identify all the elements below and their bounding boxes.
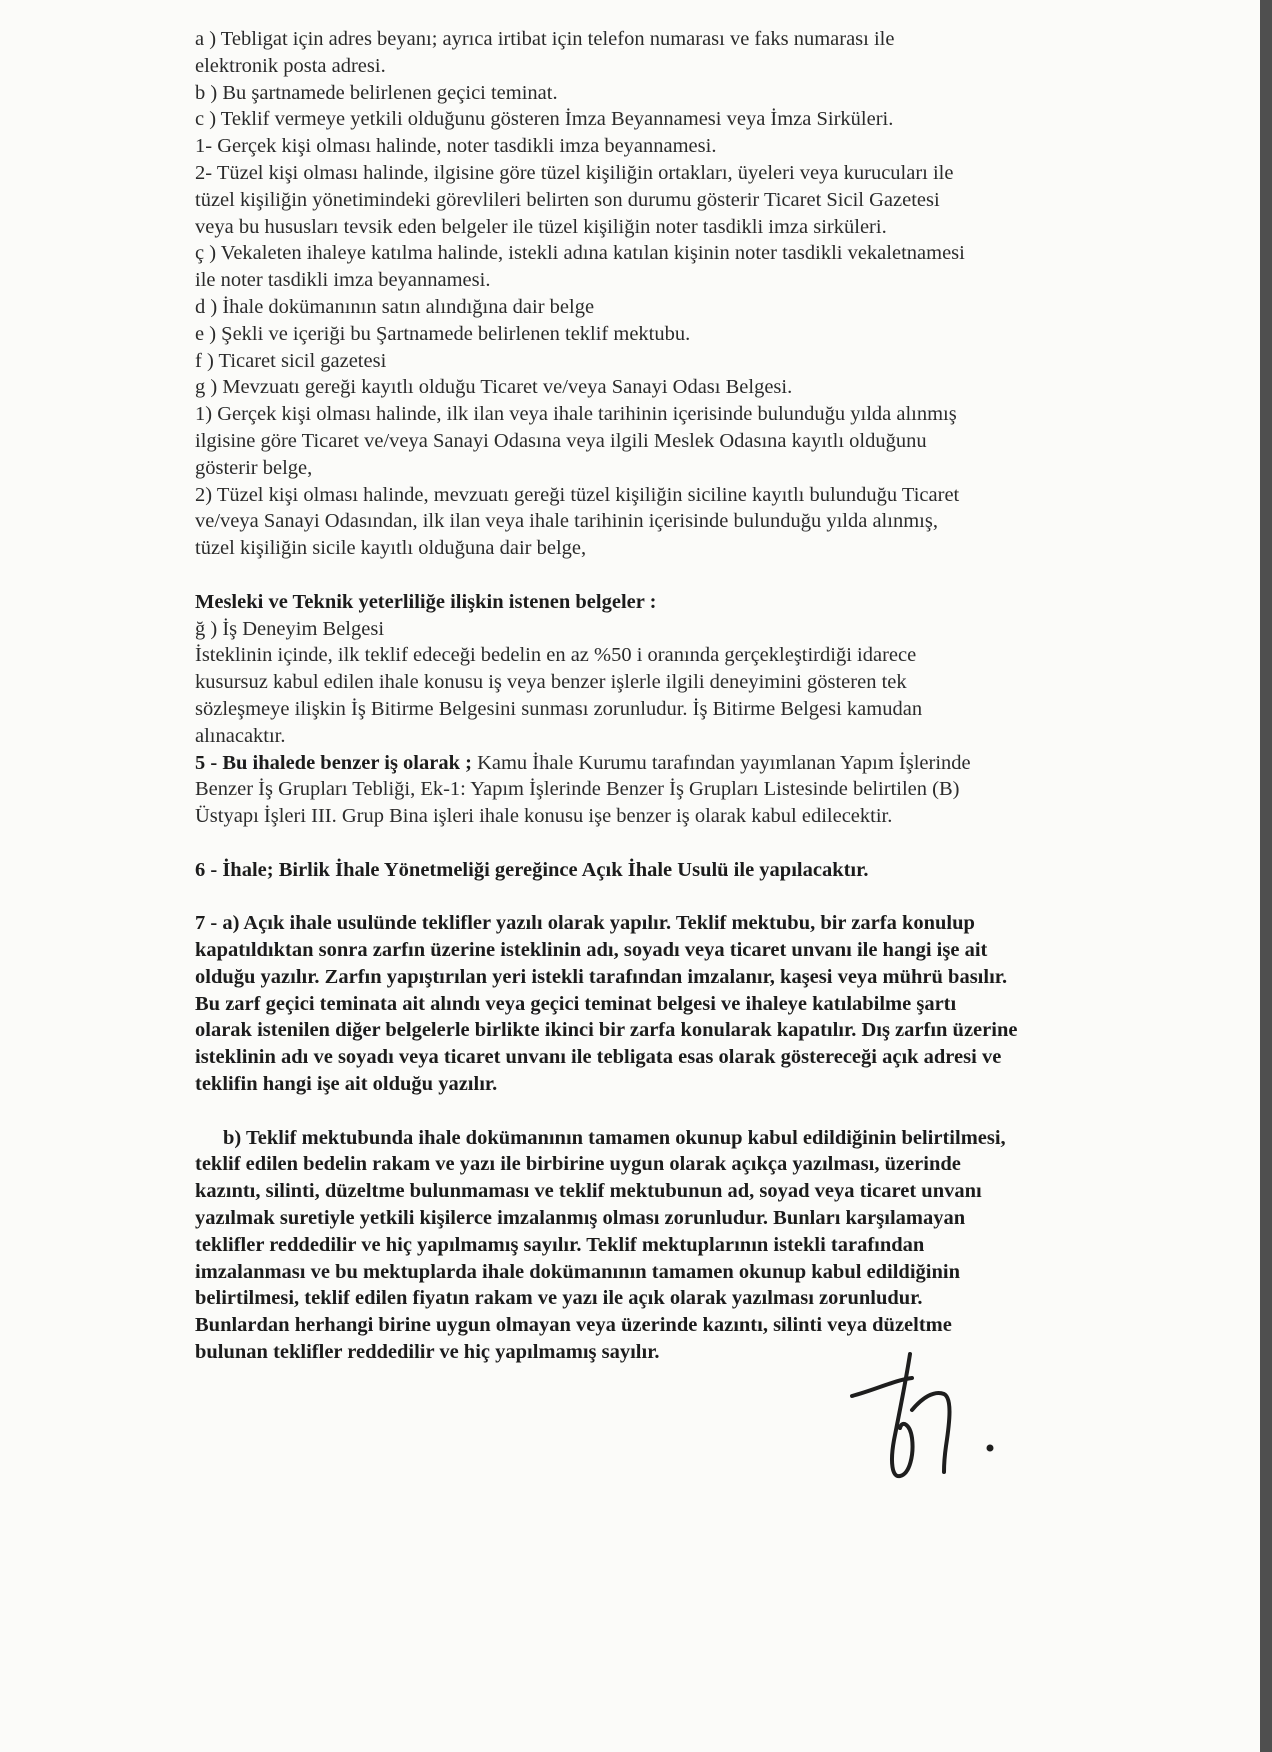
doc-line: ile noter tasdikli imza beyannamesi. <box>195 269 491 292</box>
paragraph-gap <box>195 884 1095 911</box>
doc-line: 1- Gerçek kişi olması halinde, noter tasdikli imza beyannamesi. <box>195 135 717 158</box>
item-5-first-line <box>195 750 1095 777</box>
doc-line: a ) Tebligat için adres beyanı; ayrıca irtibat için telefon numarası ve faks numarası ile <box>195 28 895 50</box>
doc-line: 1) Gerçek kişi olması halinde, ilk ilan veya ihale tarihinin içerisinde bulunduğu yılda alınmış <box>195 403 957 426</box>
doc-line: e ) Şekli ve içeriği bu Şartnamede belirlenen teklif mektubu. <box>195 322 691 345</box>
doc-line-bold: teklifler reddedilir ve hiç yapılmamış sayılır. Teklif mektuplarının istekli tarafından <box>195 1233 925 1256</box>
doc-line-bold: kazıntı, silinti, düzeltme bulunmaması ve teklif mektubunun ad, soyad veya ticaret unvanı <box>195 1180 982 1203</box>
doc-line: 2- Tüzel kişi olması halinde, ilgisine göre tüzel kişiliğin ortakları, üyeleri veya kurucuları ile <box>195 161 954 184</box>
doc-line: b ) Bu şartnamede belirlenen geçici teminat. <box>195 81 558 104</box>
doc-line-bold: imzalanması ve bu mektuplarda ihale dokümanının tamamen okunup kabul edildiğinin <box>195 1260 960 1283</box>
doc-line: ç ) Vekaleten ihaleye katılma halinde, istekli adına katılan kişinin noter tasdikli vekaletnamesi <box>195 242 965 265</box>
doc-line: ve/veya Sanayi Odasından, ilk ilan veya ihale tarihinin içerisinde bulunduğu yılda alınmış, <box>195 510 938 533</box>
doc-line-bold: yazılmak suretiyle yetkili kişilerce imzalanmış olması zorunludur. Bunları karşılamayan <box>195 1207 966 1230</box>
doc-line-bold: kapatıldıktan sonra zarfın üzerine isteklinin adı, soyadı veya ticaret unvanı ile hangi işe ait <box>195 939 988 962</box>
doc-line: ğ ) İş Deneyim Belgesi <box>195 617 385 640</box>
doc-line: g ) Mevzuatı gereği kayıtlı olduğu Ticaret ve/veya Sanayi Odası Belgesi. <box>195 376 793 399</box>
doc-line-bold: Bu zarf geçici teminata ait alındı veya geçici teminat belgesi ve ihaleye katılabilme şartı <box>195 992 957 1015</box>
doc-line: ilgisine göre Ticaret ve/veya Sanayi Odasına veya ilgili Meslek Odasına kayıtlı olduğunu <box>195 429 927 452</box>
document-body <box>195 26 1095 1366</box>
doc-line: veya bu hususları tevsik eden belgeler ile tüzel kişiliğin noter tasdikli imza sirküleri. <box>195 215 887 238</box>
doc-line: tüzel kişiliğin sicile kayıtlı olduğuna dair belge, <box>195 537 587 560</box>
doc-line: Üstyapı İşleri III. Grup Bina işleri ihale konusu işe benzer iş olarak kabul edilecektir. <box>195 805 893 828</box>
doc-line: alınacaktır. <box>195 724 286 747</box>
doc-line: 2) Tüzel kişi olması halinde, mevzuatı gereği tüzel kişiliğin siciline kayıtlı bulunduğu Ticaret <box>195 483 960 506</box>
doc-line-bold: isteklinin adı ve soyadı veya ticaret unvanı ile tebligata esas olarak göstereceği açık adresi ve <box>195 1046 1002 1069</box>
doc-line: Benzer İş Grupları Tebliği, Ek-1: Yapım İşlerinde Benzer İş Grupları Listesinde belirtilen (B) <box>195 778 960 801</box>
doc-line: gösterir belge, <box>195 456 313 479</box>
doc-line: elektronik posta adresi. <box>195 54 386 77</box>
item-5-lead: 5 - Bu ihalede benzer iş olarak ; <box>195 751 472 774</box>
item-5-continuation: Kamu İhale Kurumu tarafından yayımlanan Yapım İşlerinde <box>471 751 971 774</box>
doc-line: f ) Ticaret sicil gazetesi <box>195 349 387 372</box>
doc-line-bold: olduğu yazılır. Zarfın yapıştırılan yeri istekli tarafından imzalanır, kaşesi veya mührü basılır. <box>195 965 1008 988</box>
doc-line-bold: bulunan teklifler reddedilir ve hiç yapılmamış sayılır. <box>195 1341 660 1364</box>
doc-line-bold: 7 - a) Açık ihale usulünde teklifler yazılı olarak yapılır. Teklif mektubu, bir zarfa konulup <box>195 912 975 935</box>
paragraph-gap <box>195 830 1095 857</box>
doc-line-bold: belirtilmesi, teklif edilen fiyatın rakam ve yazı ile açık olarak yazılması zorunludur. <box>195 1287 923 1310</box>
doc-line-bold: b) Teklif mektubunda ihale dokümanının tamamen okunup kabul edildiğinin belirtilmesi, <box>223 1126 1006 1149</box>
signature-mark <box>840 1350 1020 1490</box>
item-6: 6 - İhale; Birlik İhale Yönetmeliği gereğince Açık İhale Usulü ile yapılacaktır. <box>195 858 869 881</box>
doc-line-bold: teklifin hangi işe ait olduğu yazılır. <box>195 1073 498 1096</box>
doc-line: sözleşmeye ilişkin İş Bitirme Belgesini sunması zorunludur. İş Bitirme Belgesi kamudan <box>195 697 923 720</box>
doc-line: c ) Teklif vermeye yetkili olduğunu gösteren İmza Beyannamesi veya İmza Sirküleri. <box>195 108 894 131</box>
doc-line: tüzel kişiliğin yönetimindeki görevlileri belirten son durumu gösterir Ticaret Sicil Gazetesi <box>195 188 940 211</box>
paragraph-gap <box>195 562 1095 589</box>
doc-line: kusursuz kabul edilen ihale konusu iş veya benzer işlerle ilgili deneyimini gösteren tek <box>195 671 907 694</box>
paragraph-gap <box>195 1098 1095 1125</box>
doc-line-bold: teklif edilen bedelin rakam ve yazı ile birbirine uygun olarak açıkça yazılması, üzerinde <box>195 1153 961 1176</box>
doc-line: İsteklinin içinde, ilk teklif edeceği bedelin en az %50 i oranında gerçekleştirdiği idarece <box>195 644 917 667</box>
doc-line-bold: olarak istenilen diğer belgelerle birlikte ikinci bir zarfa konularak kapatılır. Dış zarfın üzerine <box>195 1019 1018 1042</box>
section-heading: Mesleki ve Teknik yeterliliğe ilişkin istenen belgeler : <box>195 590 657 613</box>
doc-line: d ) İhale dokümanının satın alındığına dair belge <box>195 295 595 318</box>
scan-border <box>1260 0 1272 1752</box>
doc-line-bold: Bunlardan herhangi birine uygun olmayan veya üzerinde kazıntı, silinti veya düzeltme <box>195 1314 952 1337</box>
